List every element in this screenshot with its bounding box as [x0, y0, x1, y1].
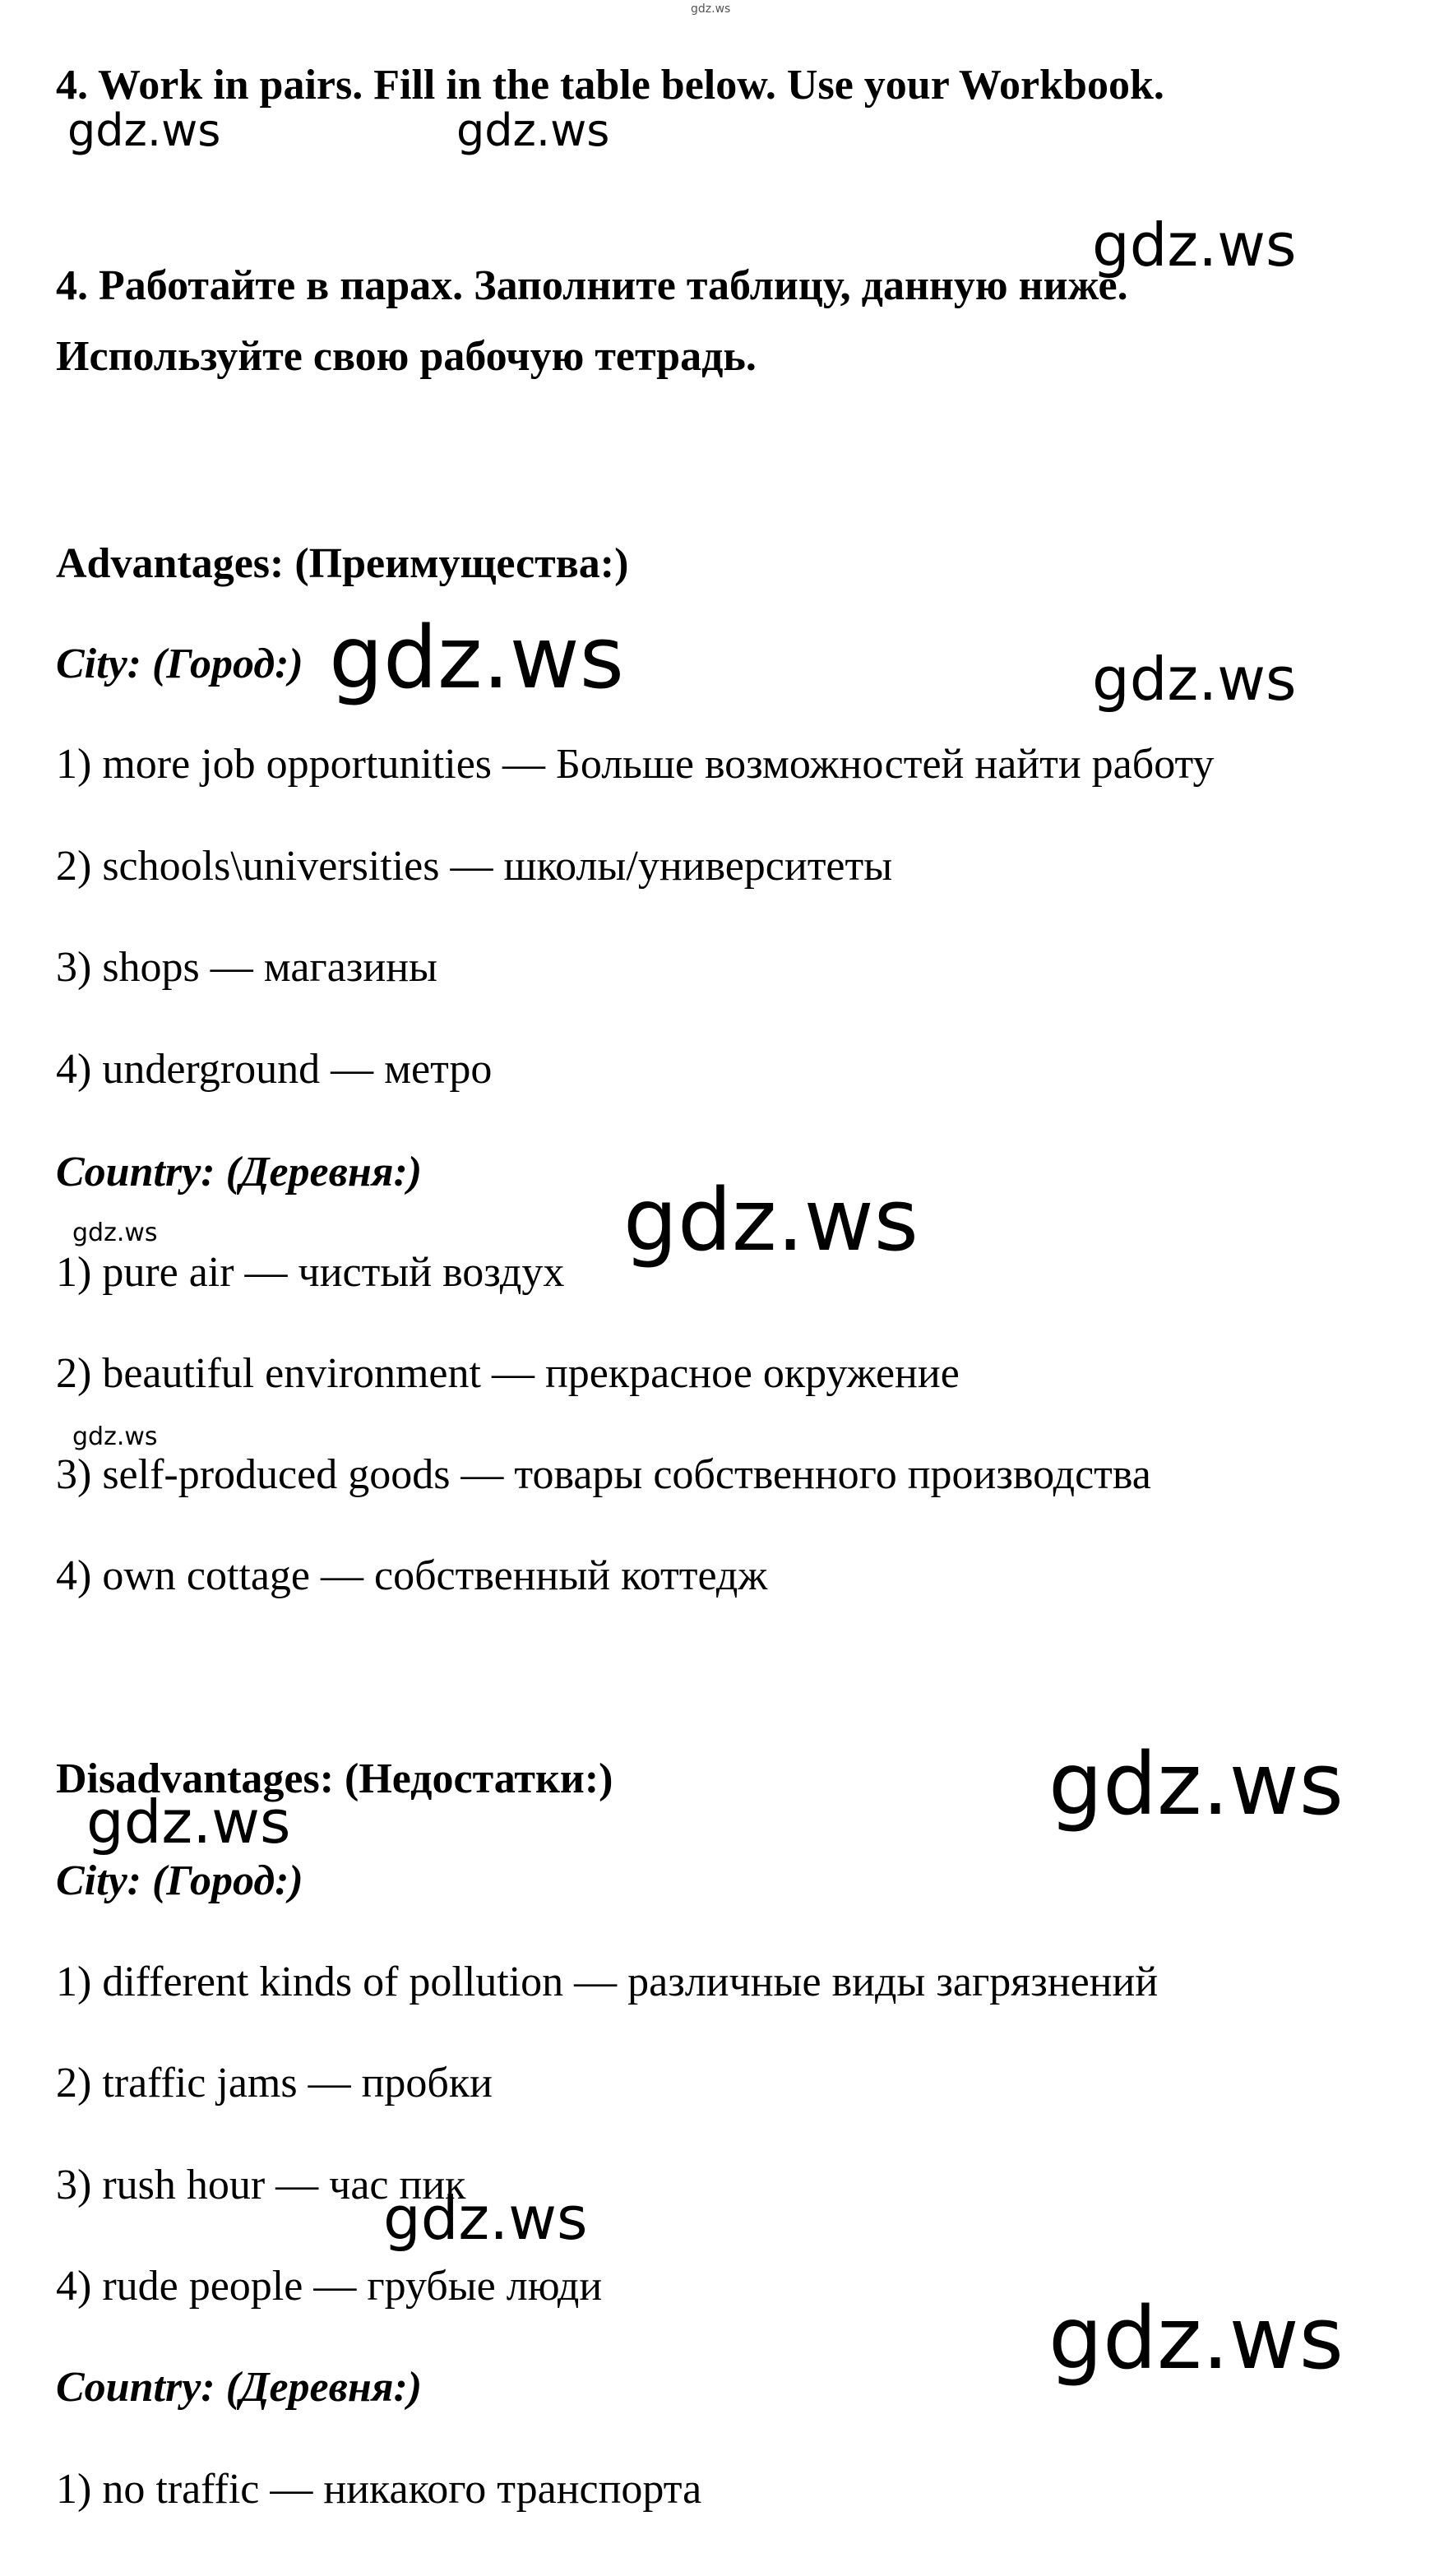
list-item: 3) rush hour — час пик	[56, 2162, 466, 2208]
watermark: gdz.ws	[329, 608, 624, 708]
advantages-city-heading: City: (Город:)	[56, 641, 303, 687]
watermark: gdz.ws	[383, 2184, 588, 2253]
list-item: 1) no traffic — никакого транспорта	[56, 2466, 702, 2513]
list-item: 4) own cottage — собственный коттедж	[56, 1552, 768, 1599]
list-item: 2) schools\universities — школы/университеты	[56, 843, 893, 890]
task-title-ru-line2: Используйте свою рабочую тетрадь.	[56, 333, 757, 380]
list-item: 3) self-produced goods — товары собственного производства	[56, 1451, 1151, 1498]
task-title-ru-line1: 4. Работайте в парах. Заполните таблицу, данную ниже.	[56, 262, 1128, 309]
watermark: gdz.ws	[72, 1219, 158, 1247]
list-item: 4) underground — метро	[56, 1046, 493, 1093]
watermark: gdz.ws	[1092, 645, 1297, 714]
watermark: gdz.ws	[67, 104, 221, 156]
advantages-heading: Advantages: (Преимущества:)	[56, 540, 629, 587]
watermark: gdz.ws	[86, 1787, 291, 1857]
watermark: gdz.ws	[72, 1422, 158, 1451]
task-title-en: 4. Work in pairs. Fill in the table below. Use your Workbook.	[56, 62, 1164, 109]
disadvantages-heading: Disadvantages: (Недостатки:)	[56, 1755, 613, 1802]
list-item: 2) beautiful environment — прекрасное окружение	[56, 1350, 960, 1397]
list-item: 1) more job opportunities — Больше возможностей найти работу	[56, 741, 1215, 788]
watermark: gdz.ws	[456, 104, 610, 156]
watermark: gdz.ws	[1048, 2288, 1344, 2389]
watermark-tiny: gdz.ws	[691, 2, 731, 16]
watermark: gdz.ws	[623, 1170, 919, 1270]
list-item: 2) traffic jams — пробки	[56, 2060, 493, 2107]
list-item: 1) different kinds of pollution — различные виды загрязнений	[56, 1959, 1159, 2005]
list-item: 4) rude people — грубые люди	[56, 2263, 603, 2310]
advantages-country-heading: Country: (Деревня:)	[56, 1149, 423, 1196]
list-item: 3) shops — магазины	[56, 944, 437, 991]
list-item: 1) pure air — чистый воздух	[56, 1249, 565, 1296]
watermark: gdz.ws	[1092, 210, 1297, 280]
watermark: gdz.ws	[1048, 1734, 1344, 1834]
disadvantages-city-heading: City: (Город:)	[56, 1857, 303, 1904]
disadvantages-country-heading: Country: (Деревня:)	[56, 2364, 423, 2411]
